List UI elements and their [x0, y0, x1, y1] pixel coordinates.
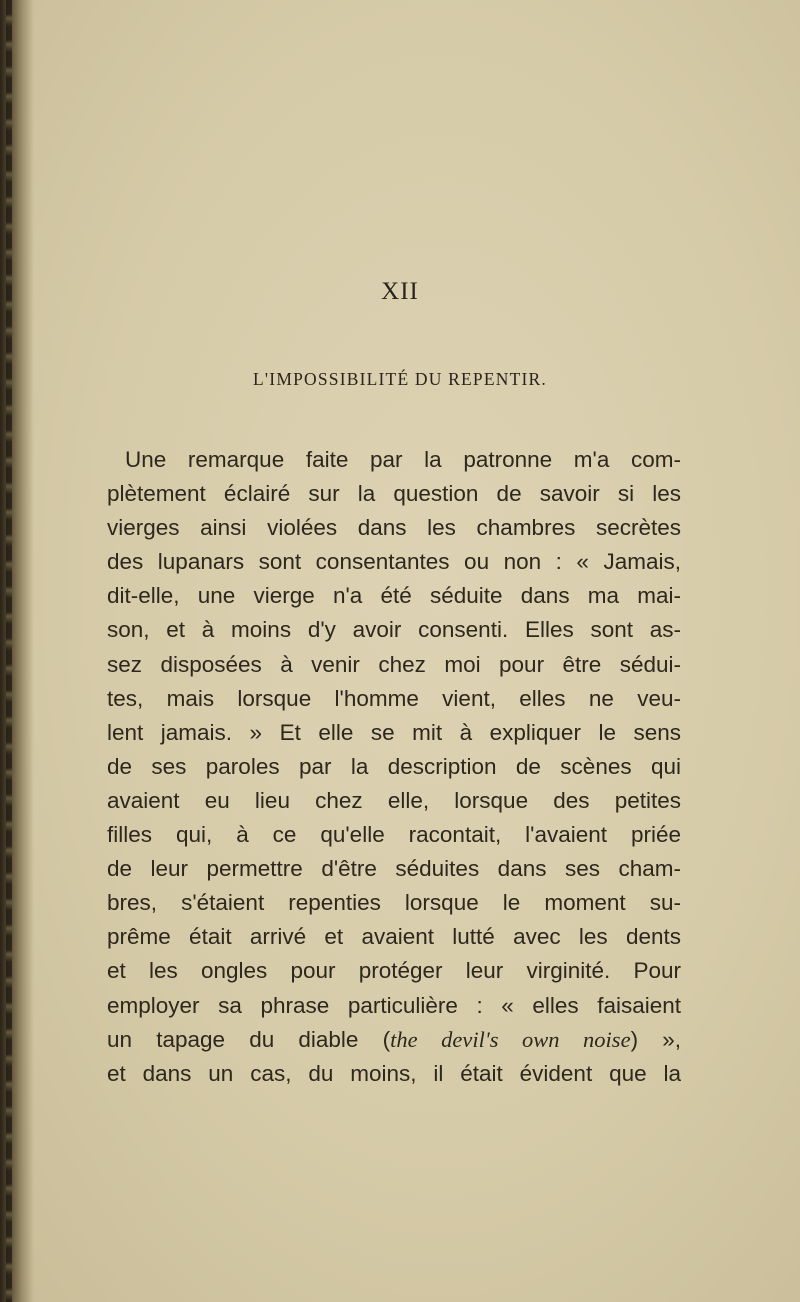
text-line: lent jamais. » Et elle se mit à expliquer le sens	[107, 719, 681, 745]
text-line-with-italic	[107, 1023, 681, 1057]
text-segment: ) »,	[630, 1026, 681, 1052]
text-line: de leur permettre d'être séduites dans ses cham-	[107, 856, 681, 882]
text-line: plètement éclairé sur la question de savoir si les	[107, 481, 681, 507]
text-line: de ses paroles par la description de scènes qui	[107, 753, 681, 779]
text-line: des lupanars sont consentantes ou non : « Jamais,	[107, 549, 681, 575]
text-line: tes, mais lorsque l'homme vient, elles ne veu-	[107, 685, 681, 711]
text-line: dit-elle, une vierge n'a été séduite dans ma mai-	[107, 583, 681, 609]
chapter-number: XII	[381, 278, 419, 305]
text-line: sez disposées à venir chez moi pour être sédui-	[107, 651, 681, 677]
text-line: vierges ainsi violées dans les chambres secrètes	[107, 515, 681, 541]
italic-english-phrase: the devil's own noise	[390, 1026, 631, 1052]
book-binding-edge	[0, 0, 34, 1302]
text-line: filles qui, à ce qu'elle racontait, l'avaient priée	[107, 822, 681, 848]
chapter-title: L'IMPOSSIBILITÉ DU REPENTIR.	[253, 369, 547, 389]
text-line: employer sa phrase particulière : « elles faisaient	[107, 992, 681, 1018]
text-line: avaient eu lieu chez elle, lorsque des petites	[107, 787, 681, 813]
text-line: et dans un cas, du moins, il était évident que la	[107, 1060, 681, 1086]
text-line: Une remarque faite par la patronne m'a com-	[125, 447, 681, 472]
text-line: et les ongles pour protéger leur virginité. Pour	[107, 958, 681, 984]
text-line: bres, s'étaient repenties lorsque le moment su-	[107, 890, 681, 916]
text-segment: un tapage du diable (	[107, 1026, 391, 1052]
body-paragraph	[107, 443, 681, 1091]
text-line: prême était arrivé et avaient lutté avec les dents	[107, 924, 681, 950]
text-line: son, et à moins d'y avoir consenti. Elles sont as-	[107, 617, 681, 643]
